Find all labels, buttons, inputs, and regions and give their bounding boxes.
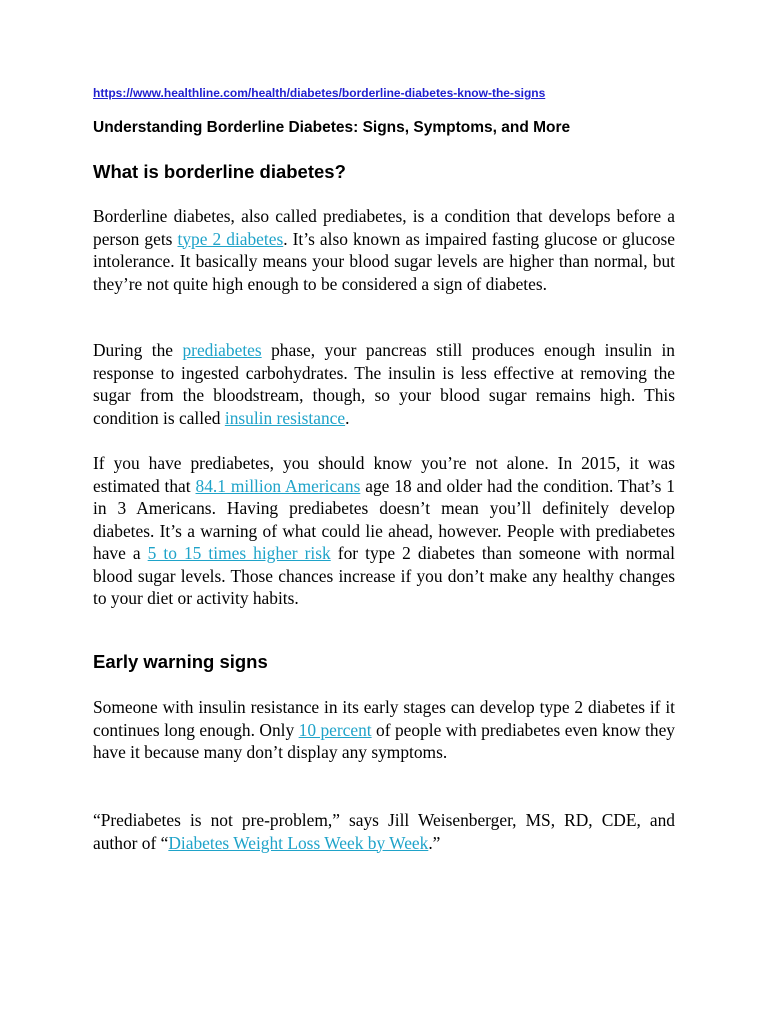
paragraph-text: Someone with insulin resistance in its early stages can develop type 2 diabetes if it continues long enough. Only (93, 697, 675, 740)
link-prediabetes[interactable]: prediabetes (182, 340, 262, 360)
paragraph-quote (93, 809, 675, 854)
paragraph-statistics (93, 452, 675, 610)
paragraph-text: age 18 and older had the condition. That’s 1 in 3 Americans. Having prediabetes doesn’t mean you’ll definitely develop diabetes. It’s a warning of what could lie ahead, however. People with prediabetes have a (93, 475, 675, 563)
source-url-link[interactable]: https://www.healthline.com/health/diabetes/borderline-diabetes-know-the-signs (93, 86, 546, 100)
link-insulin-resistance[interactable]: insulin resistance (224, 407, 346, 428)
paragraph-prediabetes-phase (93, 339, 675, 429)
paragraph-text: Borderline diabetes, also called prediabetes, is a condition that develops before a person gets (93, 206, 675, 249)
section-heading-what-is: What is borderline diabetes? (93, 161, 346, 182)
section-heading-early-warning: Early warning signs (93, 651, 268, 672)
link-10-percent[interactable]: 10 percent (298, 719, 372, 740)
link-84-million-americans[interactable]: 84.1 million Americans (195, 475, 361, 496)
link-higher-risk[interactable]: 5 to 15 times higher risk (147, 543, 331, 563)
link-type-2-diabetes[interactable]: type 2 diabetes (177, 228, 284, 249)
paragraph-text: During the (93, 340, 183, 360)
paragraph-early-stages (93, 696, 675, 764)
paragraph-text: for type 2 diabetes than someone with normal blood sugar levels. Those chances increase if you don’t make any healthy changes to your diet or activity habits. (93, 543, 675, 608)
paragraph-text: .” (428, 832, 441, 853)
document-title: Understanding Borderline Diabetes: Signs, Symptoms, and More (93, 119, 571, 136)
paragraph-text: phase, your pancreas still produces enough insulin in response to ingested carbohydrates. The insulin is less effective at removing the sugar from the bloodstream, though, so your blood sugar remains high. This condition is called (93, 340, 675, 428)
paragraph-text: . (345, 407, 350, 428)
paragraph-definition (93, 205, 675, 295)
link-book-title[interactable]: Diabetes Weight Loss Week by Week (168, 832, 429, 853)
paragraph-text: of people with prediabetes even know they have it because many don’t display any symptoms. (93, 719, 675, 762)
paragraph-text: . It’s also known as impaired fasting glucose or glucose intolerance. It basically means your blood sugar levels are higher than normal, but they’re not quite high enough to be considered a sign of diabetes. (93, 228, 676, 294)
paragraph-text: If you have prediabetes, you should know you’re not alone. In 2015, it was estimated that (93, 453, 675, 496)
paragraph-text: “Prediabetes is not pre-problem,” says Jill Weisenberger, MS, RD, CDE, and author of “ (93, 810, 675, 853)
